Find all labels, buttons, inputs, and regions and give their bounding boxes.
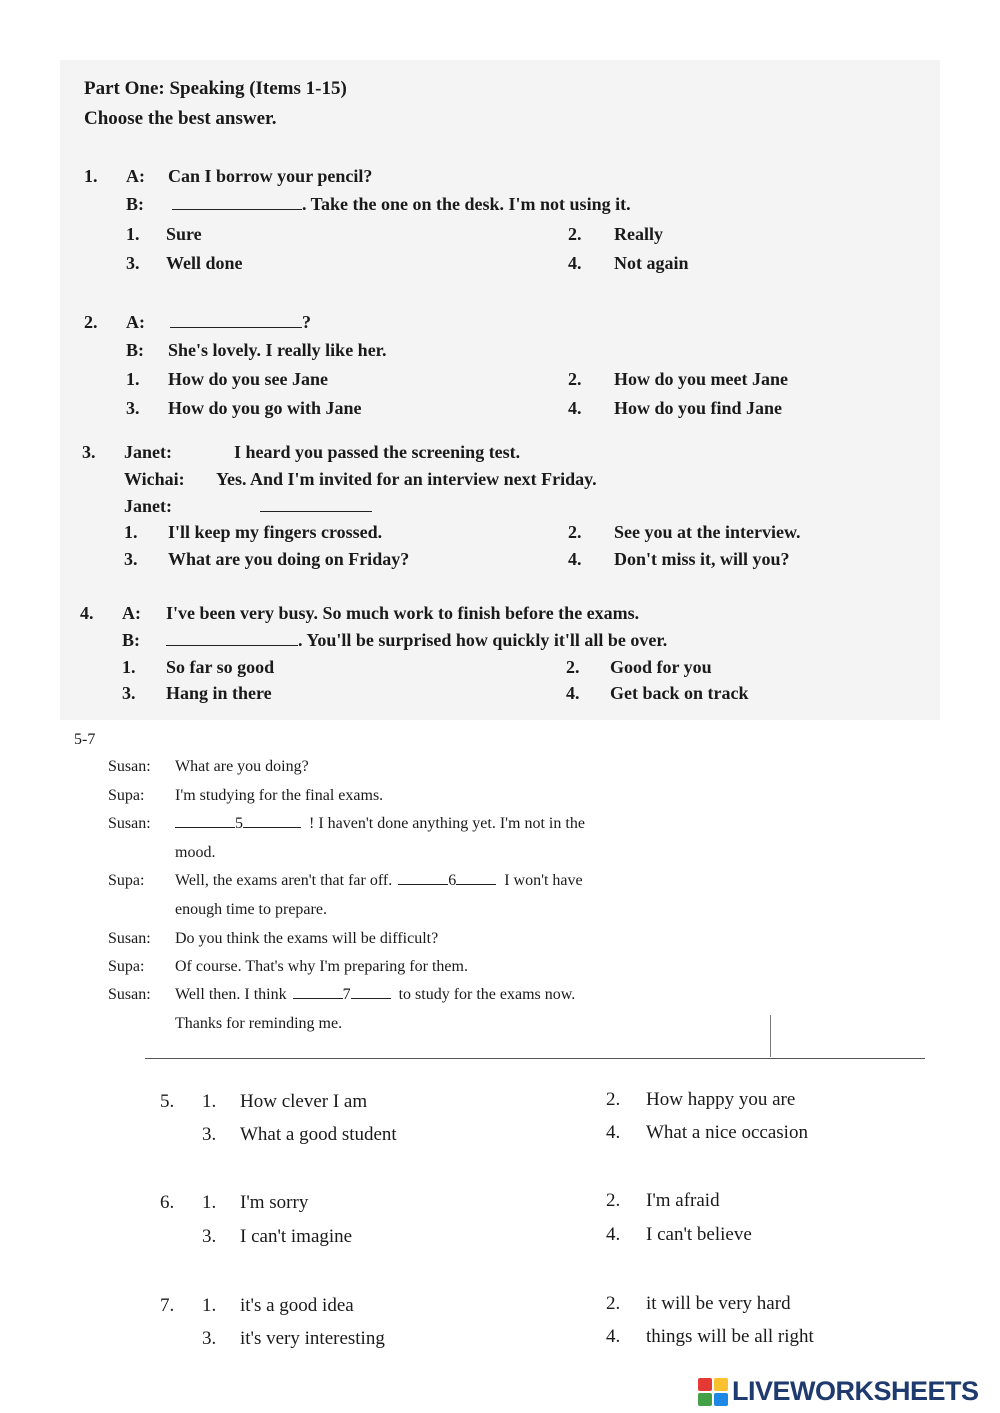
option-text[interactable]: How do you see Jane: [168, 369, 329, 389]
question-number: 1.: [84, 166, 98, 186]
option-text[interactable]: How do you find Jane: [614, 398, 783, 418]
option-number: 2.: [606, 1089, 621, 1110]
option-number: 2.: [566, 657, 580, 677]
option-text[interactable]: How do you go with Jane: [168, 398, 362, 418]
option-number: 1.: [126, 224, 140, 244]
item-range-label: 5-7: [74, 731, 96, 748]
option-number: 1.: [124, 522, 138, 542]
option-number: 3.: [124, 549, 138, 569]
logo-tile: [714, 1393, 728, 1406]
answer-blank[interactable]: [170, 327, 302, 328]
dialogue-line: I've been very busy. So much work to finish before the exams.: [166, 603, 640, 623]
question-number: 5.: [160, 1091, 175, 1112]
speaker-label: Supa:: [108, 787, 145, 804]
option-number: 3.: [126, 253, 140, 273]
option-number: 4.: [568, 253, 582, 273]
option-number: 2.: [606, 1293, 621, 1314]
option-number: 2.: [568, 369, 582, 389]
speaker-label: Wichai:: [124, 469, 185, 489]
dialogue-line: Of course. That's why I'm preparing for them.: [175, 958, 468, 975]
question-number: 2.: [84, 312, 98, 332]
option-text[interactable]: How happy you are: [646, 1089, 796, 1110]
question-number: 7.: [160, 1295, 175, 1316]
answer-blank[interactable]: [398, 884, 448, 885]
speaker-label: A:: [126, 166, 145, 186]
option-text[interactable]: How clever I am: [240, 1091, 368, 1112]
speaker-label: Janet:: [124, 496, 172, 516]
logo-tile: [698, 1378, 712, 1391]
option-text[interactable]: I can't imagine: [240, 1226, 353, 1247]
option-number: 2.: [568, 224, 582, 244]
option-number: 4.: [606, 1326, 621, 1347]
option-text[interactable]: See you at the interview.: [614, 522, 801, 542]
speaker-label: Susan:: [108, 815, 151, 832]
dialogue-line: I heard you passed the screening test.: [234, 442, 521, 462]
instruction: Choose the best answer.: [84, 108, 277, 129]
answer-blank[interactable]: [456, 884, 496, 885]
option-number: 1.: [202, 1091, 217, 1112]
speaker-label: Susan:: [108, 986, 151, 1003]
option-text[interactable]: Not again: [614, 253, 689, 273]
divider: [145, 1058, 925, 1059]
dialogue-line-continued: mood.: [175, 844, 216, 861]
option-number: 1.: [202, 1192, 217, 1213]
blank-number: 5: [235, 815, 243, 832]
dialogue-line: Well then. I think: [175, 986, 287, 1003]
option-text[interactable]: Get back on track: [610, 683, 749, 703]
dialogue-line: I won't have: [504, 872, 583, 889]
option-text[interactable]: How do you meet Jane: [614, 369, 788, 389]
option-text[interactable]: What a nice occasion: [646, 1122, 808, 1143]
dialogue-line: What are you doing?: [175, 758, 309, 775]
option-text[interactable]: it's a good idea: [240, 1295, 354, 1316]
speaker-label: Janet:: [124, 442, 172, 462]
answer-blank[interactable]: [293, 998, 343, 999]
option-number: 1.: [202, 1295, 217, 1316]
blank-number: 7: [342, 986, 351, 1003]
option-text[interactable]: I'll keep my fingers crossed.: [168, 522, 383, 542]
dialogue-line: Yes. And I'm invited for an interview next Friday.: [216, 469, 597, 489]
dialogue-line-continued: Thanks for reminding me.: [175, 1015, 343, 1032]
dialogue-line: ?: [302, 312, 311, 332]
dialogue-line: ! I haven't done anything yet. I'm not in the: [309, 815, 585, 832]
answer-blank[interactable]: [260, 511, 372, 512]
option-text[interactable]: I'm afraid: [646, 1190, 720, 1211]
question-number: 6.: [160, 1192, 175, 1213]
divider: [770, 1015, 771, 1057]
dialogue-line: She's lovely. I really like her.: [168, 340, 387, 360]
speaker-label: A:: [126, 312, 145, 332]
logo-tile: [714, 1378, 728, 1391]
option-number: 2.: [568, 522, 582, 542]
option-number: 4.: [566, 683, 580, 703]
logo-text: LIVEWORKSHEETS: [732, 1376, 979, 1406]
option-number: 2.: [606, 1190, 621, 1211]
speaker-label: Susan:: [108, 930, 151, 947]
option-number: 1.: [126, 369, 140, 389]
speaker-label: A:: [122, 603, 141, 623]
dialogue-line: . You'll be surprised how quickly it'll all be over.: [298, 630, 668, 650]
answer-blank[interactable]: [351, 998, 391, 999]
answer-blank[interactable]: [243, 827, 301, 828]
speaker-label: B:: [122, 630, 140, 650]
dialogue-line: I'm studying for the final exams.: [175, 787, 384, 804]
question-number: 3.: [82, 442, 96, 462]
speaker-label: B:: [126, 340, 144, 360]
speaker-label: B:: [126, 194, 144, 214]
option-text[interactable]: things will be all right: [646, 1326, 814, 1347]
liveworksheets-logo: [698, 1376, 979, 1407]
speaker-label: Supa:: [108, 872, 145, 889]
dialogue-line: . Take the one on the desk. I'm not using it.: [302, 194, 631, 214]
option-number: 4.: [568, 549, 582, 569]
option-text[interactable]: Don't miss it, will you?: [614, 549, 790, 569]
option-text[interactable]: it's very interesting: [240, 1328, 385, 1349]
option-text[interactable]: So far so good: [166, 657, 275, 677]
option-text[interactable]: it will be very hard: [646, 1293, 791, 1314]
answer-blank[interactable]: [166, 645, 298, 646]
option-number: 3.: [122, 683, 136, 703]
answer-blank[interactable]: [175, 827, 235, 828]
logo-tile: [698, 1393, 712, 1406]
dialogue-line: to study for the exams now.: [398, 986, 576, 1003]
option-text[interactable]: Sure: [166, 224, 202, 244]
option-text[interactable]: Hang in there: [166, 683, 272, 703]
option-number: 3.: [126, 398, 140, 418]
option-number: 1.: [122, 657, 136, 677]
option-text[interactable]: Good for you: [610, 657, 712, 677]
speaker-label: Supa:: [108, 958, 145, 975]
option-text[interactable]: Really: [614, 224, 663, 244]
option-text[interactable]: What are you doing on Friday?: [168, 549, 410, 569]
speaker-label: Susan:: [108, 758, 151, 775]
option-number: 4.: [568, 398, 582, 418]
part-title: Part One: Speaking (Items 1-15): [84, 78, 347, 99]
logo-icon: [698, 1378, 728, 1406]
dialogue-line: Well, the exams aren't that far off.: [175, 872, 393, 889]
option-text[interactable]: Well done: [166, 253, 243, 273]
question-number: 4.: [80, 603, 94, 623]
option-text[interactable]: What a good student: [240, 1124, 397, 1145]
option-text[interactable]: I'm sorry: [240, 1192, 309, 1213]
dialogue-line: Do you think the exams will be difficult?: [175, 930, 439, 947]
option-number: 3.: [202, 1328, 217, 1349]
option-number: 4.: [606, 1224, 621, 1245]
option-text[interactable]: I can't believe: [646, 1224, 752, 1245]
blank-number: 6: [448, 872, 457, 889]
option-number: 3.: [202, 1124, 217, 1145]
answer-blank[interactable]: [172, 209, 302, 210]
option-number: 3.: [202, 1226, 217, 1247]
option-number: 4.: [606, 1122, 621, 1143]
dialogue-line-continued: enough time to prepare.: [175, 901, 327, 918]
dialogue-line: Can I borrow your pencil?: [168, 166, 373, 186]
